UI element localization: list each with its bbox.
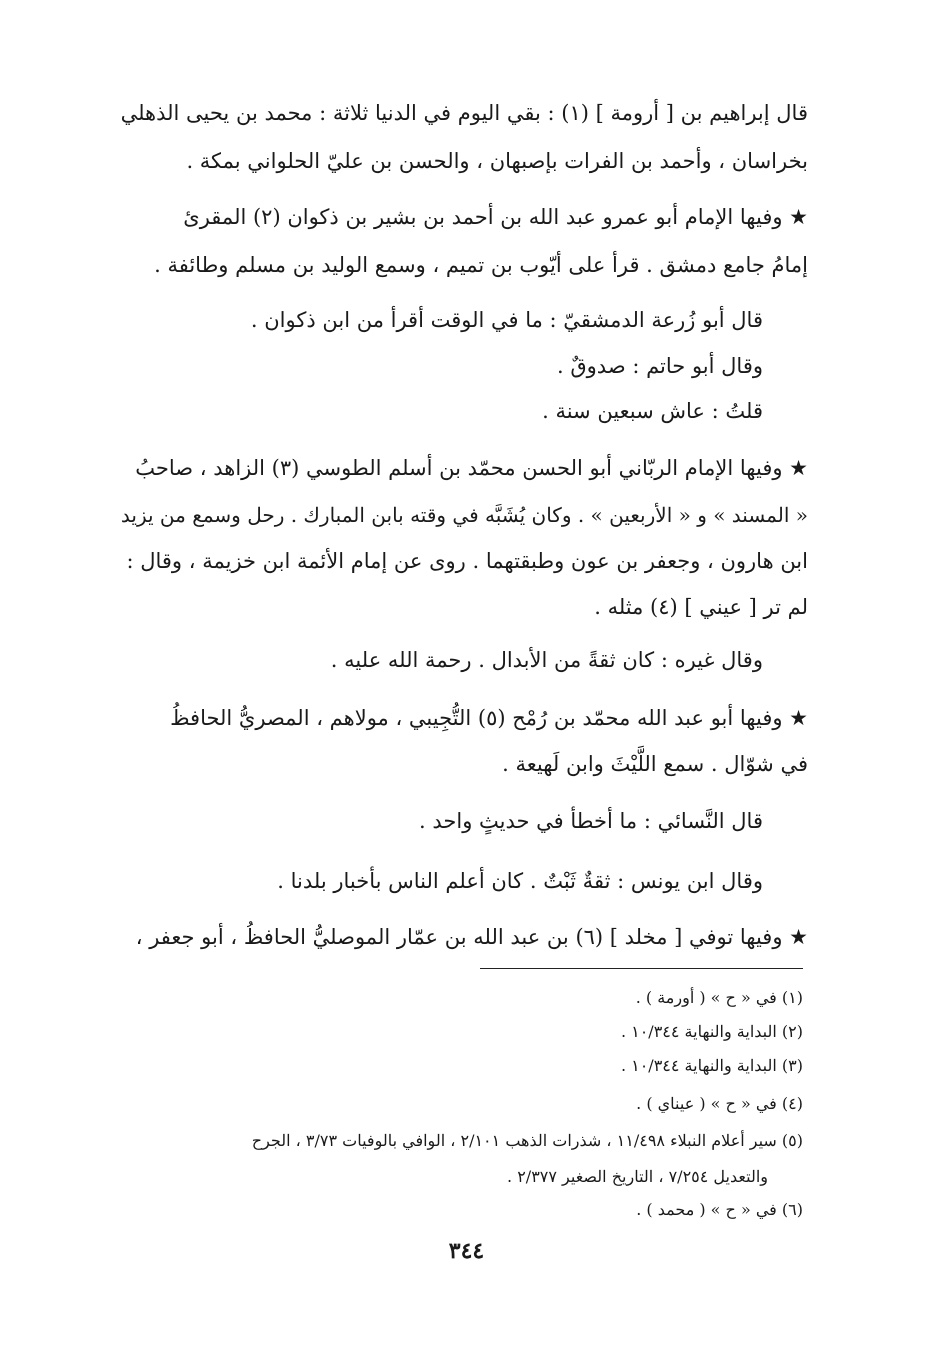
body-line: ابن هارون ، وجعفر بن عون وطبقتهما . روى عن إمام الأئمة ابن خزيمة ، وقال : xyxy=(126,549,808,573)
body-line: وقال ابن يونس : ثقةٌ ثَبْتٌ . كان أعلم الناس بأخبار بلدنا . xyxy=(277,869,763,893)
footnote: (٥) سير أعلام النبلاء ١١/٤٩٨ ، شذرات الذهب ٢/١٠١ ، الوافي بالوفيات ٣/٧٣ ، الجرح xyxy=(251,1131,803,1150)
body-line: لم تر [ عيني ] (٤) مثله . xyxy=(594,595,808,619)
body-line: في شوّال . سمع اللَّيْثَ وابن لَهيعة . xyxy=(502,752,808,776)
body-line: قال النَّسائي : ما أخطأ في حديثٍ واحد . xyxy=(419,809,763,833)
footnote: (٦) في « ح » ( محمد ) . xyxy=(636,1200,803,1219)
body-line: ★ وفيها توفي [ مخلد ] (٦) بن عبد الله بن عمّار الموصليُّ الحافظُ ، أبو جعفر ، xyxy=(135,925,808,949)
footnote: (١) في « ح » ( أورمة ) . xyxy=(635,988,803,1007)
footnote: والتعديل ٧/٢٥٤ ، التاريخ الصغير ٢/٣٧٧ . xyxy=(507,1167,768,1186)
body-line: « المسند » و « الأربعين » . وكان يُشَبَّه في وقته بابن المبارك . رحل وسمع من يزيد xyxy=(120,503,808,527)
body-line: قلتُ : عاش سبعين سنة . xyxy=(542,399,763,423)
body-line: ★ وفيها الإمام الربّاني أبو الحسن محمّد بن أسلم الطوسي (٣) الزاهد ، صاحبُ xyxy=(135,456,808,480)
body-line: وقال غيره : كان ثقةً من الأبدال . رحمة الله عليه . xyxy=(330,648,763,672)
footnote: (٣) البداية والنهاية ١٠/٣٤٤ . xyxy=(620,1056,803,1075)
body-line: ★ وفيها الإمام أبو عمرو عبد الله بن أحمد بن بشير بن ذكوان (٢) المقرئ xyxy=(183,205,808,229)
body-line: قال إبراهيم بن [ أرومة ] (١) : بقي اليوم في الدنيا ثلاثة : محمد بن يحيى الذهلي xyxy=(120,101,808,125)
page-number: ٣٤٤ xyxy=(448,1238,485,1264)
body-line: إمامُ جامع دمشق . قرأ على أيّوب بن تميم ، وسمع الوليد بن مسلم وطائفة . xyxy=(154,253,808,277)
footnote: (٤) في « ح » ( عيناي ) . xyxy=(636,1094,803,1113)
footnote-divider xyxy=(480,968,803,969)
body-line: ★ وفيها أبو عبد الله محمّد بن رُمْح (٥) التُّجِيبي ، مولاهم ، المصريُّ الحافظُ xyxy=(170,706,808,730)
body-line: وقال أبو حاتم : صدوقٌ . xyxy=(557,354,763,378)
footnote: (٢) البداية والنهاية ١٠/٣٤٤ . xyxy=(620,1022,803,1041)
body-line: بخراسان ، وأحمد بن الفرات بإصبهان ، والحسن بن عليّ الحلواني بمكة . xyxy=(186,149,808,173)
body-line: قال أبو زُرعة الدمشقيّ : ما في الوقت أقرأ من ابن ذكوان . xyxy=(250,308,763,332)
